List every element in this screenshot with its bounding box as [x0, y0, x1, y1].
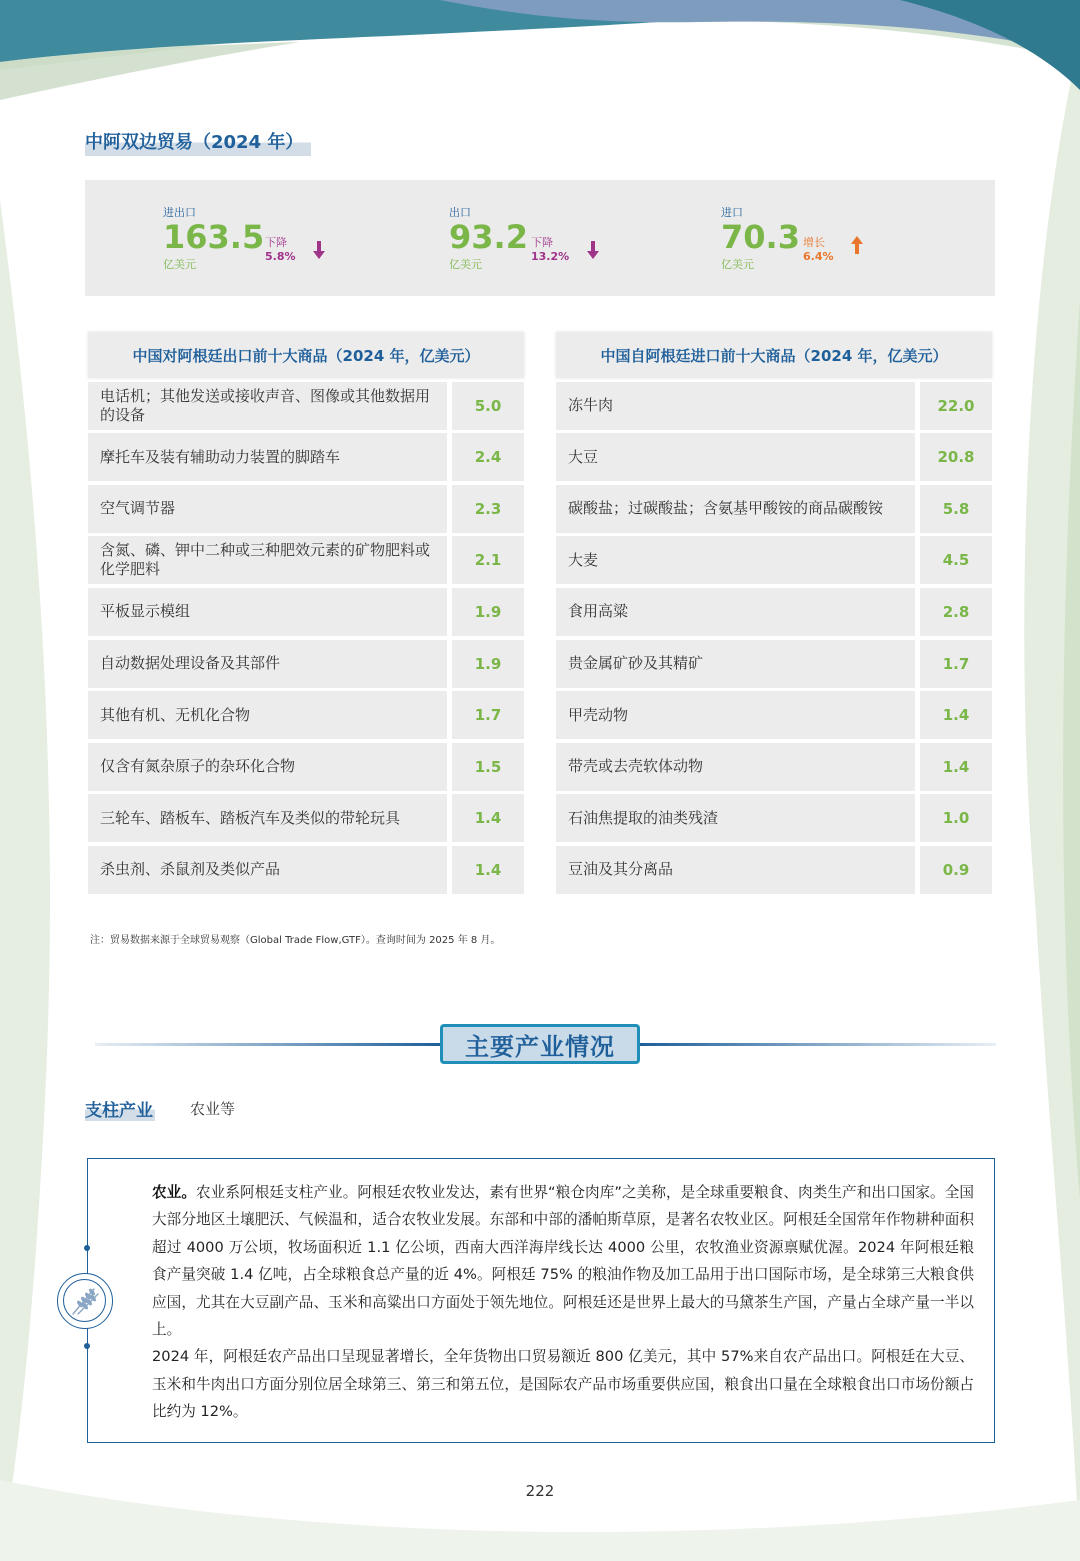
stat-export-value: 93.2	[449, 218, 528, 256]
stat-import-change-value: 6.4%	[803, 250, 834, 263]
table-row	[88, 536, 524, 584]
table-row	[556, 433, 992, 481]
import-item-name: 贵金属矿砂及其精矿	[556, 640, 915, 688]
stat-import-change-label: 增长	[803, 236, 825, 249]
import-item-value: 0.9	[920, 846, 992, 894]
stat-export-change-value: 13.2%	[531, 250, 570, 263]
export-item-value: 2.1	[452, 536, 524, 584]
trade-section-title: 中阿双边贸易（2024 年）	[85, 126, 311, 156]
stat-total-change-label: 下降	[265, 236, 287, 249]
heading-divider-left	[95, 1043, 440, 1046]
export-item-value: 1.9	[452, 588, 524, 636]
stat-import-value: 70.3	[721, 218, 800, 256]
export-item-name: 空气调节器	[88, 485, 447, 533]
export-item-value: 2.4	[452, 433, 524, 481]
agriculture-paragraph-1	[152, 1179, 974, 1343]
stat-export-change-label: 下降	[531, 236, 553, 249]
export-item-name: 平板显示模组	[88, 588, 447, 636]
export-item-value: 1.5	[452, 743, 524, 791]
table-row	[556, 536, 992, 584]
table-row	[556, 382, 992, 430]
table-row	[556, 743, 992, 791]
import-item-name: 冻牛肉	[556, 382, 915, 430]
table-row	[556, 846, 992, 894]
stat-import-label: 进口	[721, 206, 743, 219]
export-table-rows	[88, 382, 524, 894]
wheat-icon	[57, 1273, 113, 1329]
page-number: 222	[525, 1482, 555, 1500]
import-item-value: 1.0	[920, 794, 992, 842]
export-item-name: 电话机；其他发送或接收声音、图像或其他数据用的设备	[88, 382, 447, 430]
import-item-name: 甲壳动物	[556, 691, 915, 739]
import-item-value: 22.0	[920, 382, 992, 430]
table-row	[88, 691, 524, 739]
heading-divider-right	[640, 1043, 996, 1046]
industry-heading: 主要产业情况	[440, 1024, 640, 1064]
agriculture-paragraph-2: 2024 年，阿根廷农产品出口呈现显著增长，全年货物出口贸易额近 800 亿美元，其中 57%来自农产品出口。阿根廷在大豆、玉米和牛肉出口方面分别位居全球第三、第三和第五位，是国际农产品市场重要供应国，粮食出口量在全球粮食出口市场份额占比约为 12%。	[152, 1348, 974, 1421]
table-row	[556, 640, 992, 688]
import-item-name: 豆油及其分离品	[556, 846, 915, 894]
import-item-value: 4.5	[920, 536, 992, 584]
stat-total-change-value: 5.8%	[265, 250, 296, 263]
import-table-rows	[556, 382, 992, 894]
export-item-value: 2.3	[452, 485, 524, 533]
pillar-industry-label: 支柱产业	[85, 1096, 155, 1121]
pillar-industry-value: 农业等	[190, 1100, 236, 1118]
stat-export	[449, 204, 629, 274]
export-item-name: 其他有机、无机化合物	[88, 691, 447, 739]
table-row	[88, 640, 524, 688]
export-item-name: 自动数据处理设备及其部件	[88, 640, 447, 688]
table-row	[88, 743, 524, 791]
export-item-name: 含氮、磷、钾中二种或三种肥效元素的矿物肥料或化学肥料	[88, 536, 447, 584]
stat-total-value: 163.5	[163, 218, 265, 256]
export-item-name: 摩托车及装有辅助动力装置的脚踏车	[88, 433, 447, 481]
stat-total-unit: 亿美元	[163, 258, 196, 271]
table-row	[88, 382, 524, 430]
connector-dot-bottom	[84, 1343, 90, 1349]
table-row	[88, 794, 524, 842]
stat-export-label: 出口	[449, 206, 471, 219]
table-row	[88, 588, 524, 636]
export-item-value: 1.4	[452, 794, 524, 842]
export-table	[88, 332, 524, 894]
import-item-name: 大麦	[556, 536, 915, 584]
agriculture-text	[152, 1179, 974, 1426]
stat-total-label: 进出口	[163, 206, 196, 219]
import-item-name: 大豆	[556, 433, 915, 481]
import-item-name: 碳酸盐；过碳酸盐；含氨基甲酸铵的商品碳酸铵	[556, 485, 915, 533]
export-table-title: 中国对阿根廷出口前十大商品（2024 年，亿美元）	[88, 332, 524, 378]
trade-source-note: 注：贸易数据来源于全球贸易观察（Global Trade Flow,GTF）。查询时间为 2025 年 8 月。	[90, 935, 501, 946]
trade-stats-band	[85, 180, 995, 296]
import-item-name: 食用高粱	[556, 588, 915, 636]
export-item-value: 5.0	[452, 382, 524, 430]
export-item-value: 1.4	[452, 846, 524, 894]
up-arrow-icon	[849, 234, 865, 256]
agriculture-title: 农业。	[152, 1184, 197, 1201]
import-item-name: 石油焦提取的油类残渣	[556, 794, 915, 842]
import-table-title: 中国自阿根廷进口前十大商品（2024 年，亿美元）	[556, 332, 992, 378]
table-row	[88, 433, 524, 481]
down-arrow-icon	[585, 239, 601, 261]
export-item-value: 1.7	[452, 691, 524, 739]
export-item-name: 杀虫剂、杀鼠剂及类似产品	[88, 846, 447, 894]
export-item-name: 仅含有氮杂原子的杂环化合物	[88, 743, 447, 791]
down-arrow-icon	[311, 239, 327, 261]
stat-total	[163, 204, 343, 274]
import-item-value: 1.4	[920, 743, 992, 791]
table-row	[556, 588, 992, 636]
agriculture-body-1: 农业系阿根廷支柱产业。阿根廷农牧业发达，素有世界“粮仓肉库”之美称，是全球重要粮食、肉类生产和出口国家。全国大部分地区土壤肥沃、气候温和，适合农牧业发展。东部和中部的潘帕斯草原，是著名农牧业区。阿根廷全国常年作物耕种面积超过 4000 万公顷，牧场面积近 1.1 亿公顷，西南大西洋海岸线长达 4000 公里，农牧渔业资源禀赋优渥。2024 年阿根廷粮食产量突破 1.4 亿吨，占全球粮食总产量的近 4%。阿根廷 75% 的粮油作物及加工品用于出口国际市场，是全球第三大粮食供应国，尤其在大豆副产品、玉米和高粱出口方面处于领先地位。阿根廷还是世界上最大的马黛茶生产国，产量占全球产量一半以上。	[152, 1184, 974, 1339]
table-row	[556, 794, 992, 842]
import-item-name: 带壳或去壳软体动物	[556, 743, 915, 791]
stat-import-unit: 亿美元	[721, 258, 754, 271]
table-row	[88, 485, 524, 533]
import-item-value: 20.8	[920, 433, 992, 481]
import-item-value: 2.8	[920, 588, 992, 636]
connector-dot-top	[84, 1245, 90, 1251]
agriculture-box	[87, 1158, 995, 1443]
import-item-value: 5.8	[920, 485, 992, 533]
import-item-value: 1.4	[920, 691, 992, 739]
table-row	[556, 691, 992, 739]
table-row	[88, 846, 524, 894]
export-item-name: 三轮车、踏板车、踏板汽车及类似的带轮玩具	[88, 794, 447, 842]
import-item-value: 1.7	[920, 640, 992, 688]
table-row	[556, 485, 992, 533]
stat-import	[721, 204, 901, 274]
import-table	[556, 332, 992, 894]
export-item-value: 1.9	[452, 640, 524, 688]
stat-export-unit: 亿美元	[449, 258, 482, 271]
